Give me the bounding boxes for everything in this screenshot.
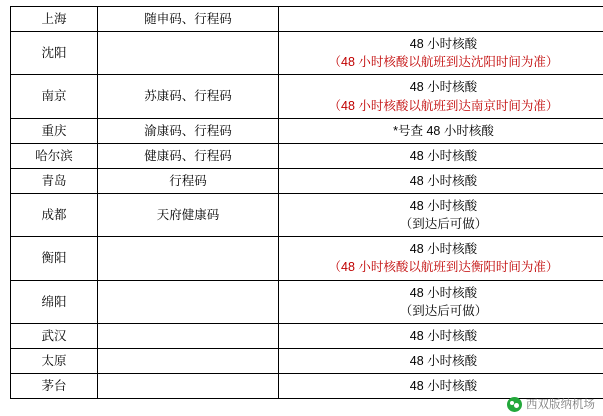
table-row [11, 323, 603, 348]
city-cell: 绵阳 [11, 280, 98, 323]
nucleic-acid-line: 48 小时核酸 [409, 379, 478, 393]
nucleic-acid-cell [279, 7, 603, 32]
table-row [11, 118, 603, 143]
table-row [11, 194, 603, 237]
nucleic-acid-cell [279, 118, 603, 143]
city-cell: 成都 [11, 194, 98, 237]
city-cell: 南京 [11, 75, 98, 118]
table-row [11, 7, 603, 32]
table-row [11, 237, 603, 280]
nucleic-acid-note: （48 小时核酸以航班到达沈阳时间为准） [328, 55, 559, 70]
table-row [11, 75, 603, 118]
health-code-cell: 健康码、行程码 [98, 143, 279, 168]
nucleic-acid-cell [279, 348, 603, 373]
nucleic-acid-cell [279, 237, 603, 280]
city-cell: 上海 [11, 7, 98, 32]
health-code-cell [98, 323, 279, 348]
nucleic-acid-line: 48 小时核酸 [409, 148, 478, 163]
nucleic-acid-line: 48 小时核酸 [409, 173, 478, 188]
health-code-cell: 行程码 [98, 168, 279, 193]
nucleic-acid-line: （到达后可做） [399, 217, 488, 232]
table-row [11, 280, 603, 323]
nucleic-acid-line: 48 小时核酸 [409, 328, 478, 343]
nucleic-acid-line: 48 小时核酸 [409, 80, 478, 95]
table-row [11, 32, 603, 75]
nucleic-acid-cell [279, 280, 603, 323]
table-row [11, 348, 603, 373]
health-code-cell [98, 374, 279, 399]
nucleic-acid-cell [279, 143, 603, 168]
nucleic-acid-cell [279, 323, 603, 348]
health-code-cell [98, 32, 279, 75]
health-code-cell: 天府健康码 [98, 194, 279, 237]
nucleic-acid-line: （到达后可做） [399, 303, 488, 318]
health-code-cell: 苏康码、行程码 [98, 75, 279, 118]
city-cell: 武汉 [11, 323, 98, 348]
health-code-cell [98, 237, 279, 280]
table-row [11, 143, 603, 168]
city-cell: 太原 [11, 348, 98, 373]
city-cell: 哈尔滨 [11, 143, 98, 168]
nucleic-acid-note: （48 小时核酸以航班到达衡阳时间为准） [328, 260, 559, 275]
nucleic-acid-cell [279, 374, 603, 399]
nucleic-acid-note: （48 小时核酸以航班到达南京时间为准） [328, 98, 559, 113]
travel-requirements-table [10, 6, 603, 399]
city-cell: 青岛 [11, 168, 98, 193]
nucleic-acid-line: 48 小时核酸 [409, 199, 478, 213]
health-code-cell [98, 280, 279, 323]
nucleic-acid-cell [279, 75, 603, 118]
watermark-label: 西双版纳机场 [526, 399, 595, 411]
nucleic-acid-line: 48 小时核酸 [409, 242, 478, 257]
health-code-cell: 渝康码、行程码 [98, 118, 279, 143]
table-row [11, 168, 603, 193]
watermark [507, 396, 595, 412]
city-cell: 沈阳 [11, 32, 98, 75]
health-code-cell: 随申码、行程码 [98, 7, 279, 32]
nucleic-acid-line: *号查 48 小时核酸 [393, 123, 494, 138]
nucleic-acid-cell [279, 32, 603, 75]
nucleic-acid-line: 48 小时核酸 [409, 37, 478, 52]
city-cell: 重庆 [11, 118, 98, 143]
nucleic-acid-line: 48 小时核酸 [409, 285, 478, 300]
city-cell: 衡阳 [11, 237, 98, 280]
city-cell: 茅台 [11, 374, 98, 399]
nucleic-acid-cell [279, 168, 603, 193]
table-row [11, 374, 603, 399]
wechat-logo-icon [507, 397, 522, 412]
table-body [11, 7, 603, 399]
nucleic-acid-line: 48 小时核酸 [409, 353, 478, 368]
health-code-cell [98, 348, 279, 373]
travel-requirements-table-wrapper [10, 6, 593, 399]
nucleic-acid-cell [279, 194, 603, 237]
